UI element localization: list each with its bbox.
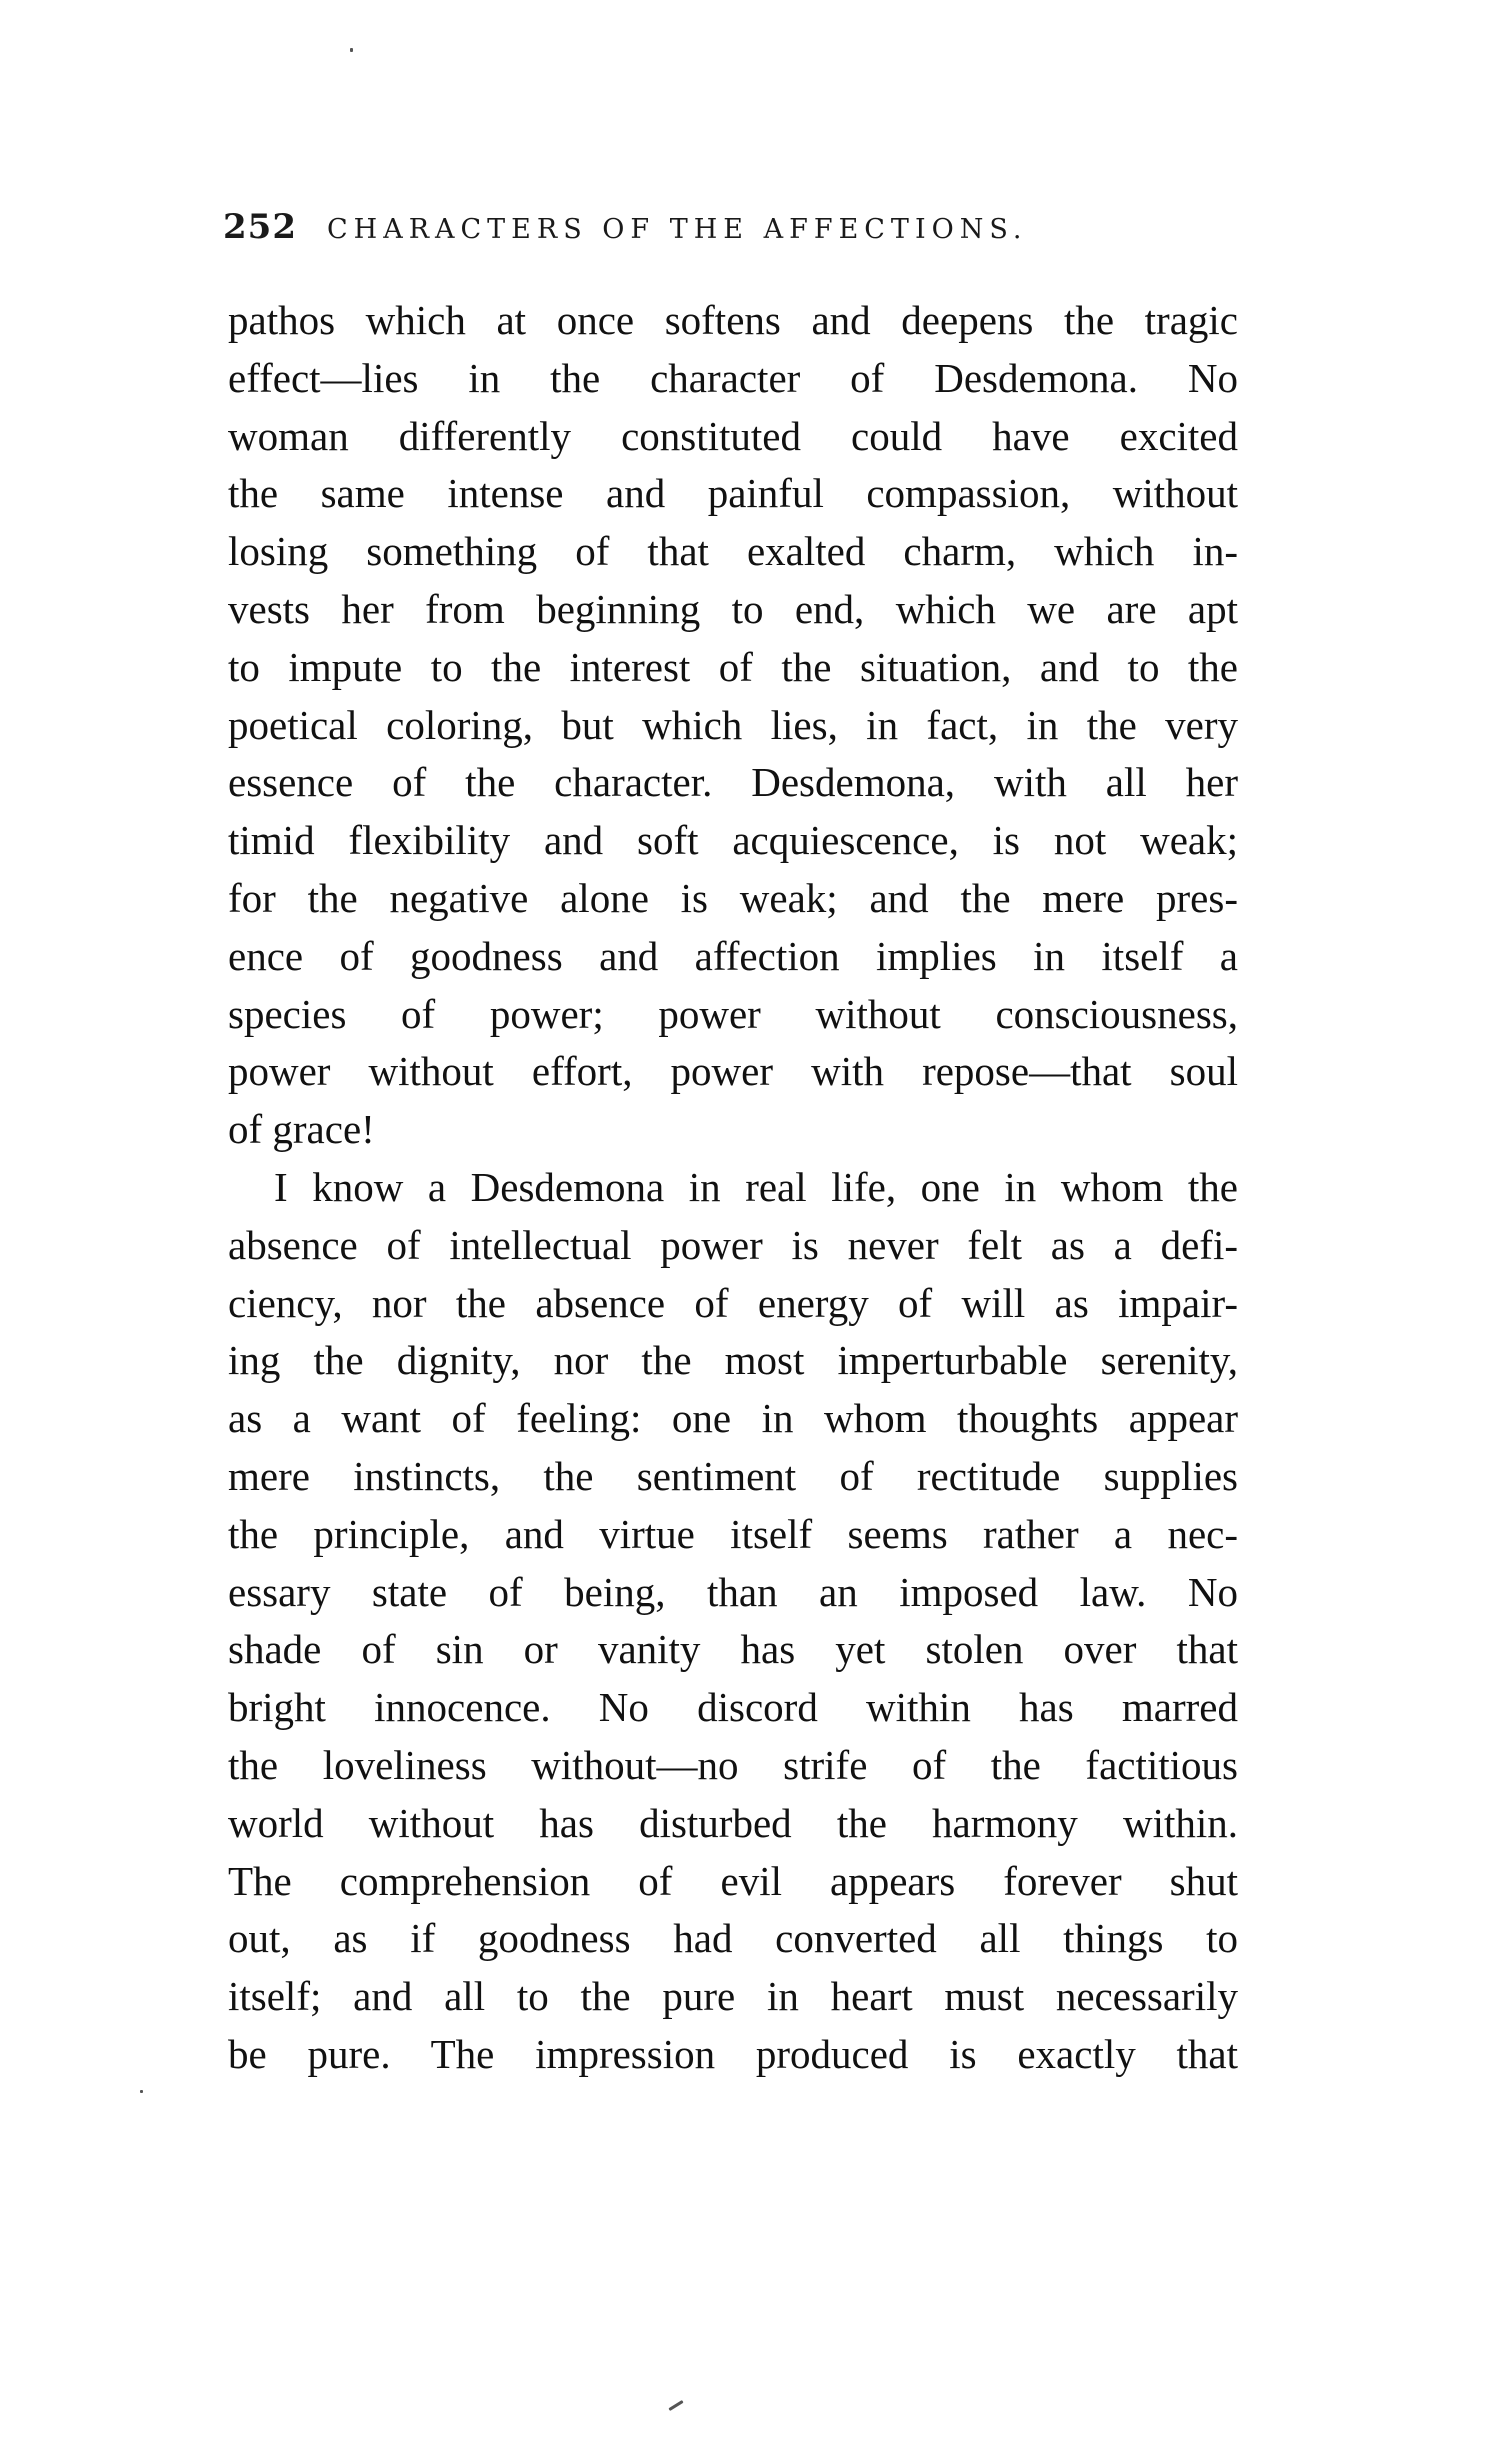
text-line: ciency, nor the absence of energy of will as impair- (228, 1279, 1238, 1326)
text-line: woman differently constituted could have excited (228, 412, 1238, 459)
text-line: essence of the character. Desdemona, with all her (228, 759, 1238, 806)
text-line: absence of intellectual power is never felt as a defi- (228, 1221, 1238, 1268)
text-line: poetical coloring, but which lies, in fact, in the very (228, 701, 1238, 748)
text-line: bright innocence. No discord within has marred (228, 1684, 1238, 1731)
text-line: timid flexibility and soft acquiescence, is not weak; (228, 817, 1238, 864)
text-line: the same intense and painful compassion, without (228, 470, 1238, 517)
scan-speck (668, 2400, 683, 2411)
text-line: as a want of feeling: one in whom thoughts appear (228, 1395, 1238, 1442)
text-line: the principle, and virtue itself seems rather a nec- (228, 1510, 1238, 1557)
paragraph-2 (228, 1159, 1238, 2084)
text-line: ing the dignity, nor the most imperturbable serenity, (228, 1337, 1238, 1384)
text-line: of grace! (228, 1106, 375, 1153)
text-line: world without has disturbed the harmony within. (228, 1799, 1238, 1846)
text-line: for the negative alone is weak; and the mere pres- (228, 874, 1238, 921)
text-line: pathos which at once softens and deepens the tragic (228, 297, 1238, 343)
text-line: effect—lies in the character of Desdemona. No (228, 354, 1238, 401)
paragraph-1 (228, 292, 1238, 1159)
page-number: 252 (223, 207, 297, 247)
text-line: power without effort, power with repose—that soul (228, 1048, 1238, 1095)
running-head: CHARACTERS OF THE AFFECTIONS. (326, 214, 1028, 245)
text-line: be pure. The impression produced is exactly that (228, 2030, 1238, 2077)
text-line: the loveliness without—no strife of the factitious (228, 1741, 1238, 1788)
text-line: The comprehension of evil appears forever shut (228, 1857, 1238, 1904)
text-line: to impute to the interest of the situation, and to the (228, 643, 1238, 690)
scan-speck (140, 2090, 143, 2093)
text-line: species of power; power without consciousness, (228, 990, 1238, 1037)
text-line: out, as if goodness had converted all things to (228, 1915, 1238, 1962)
body-text (228, 292, 1238, 2084)
text-line: essary state of being, than an imposed law. No (228, 1568, 1238, 1615)
text-line: vests her from beginning to end, which we are apt (228, 585, 1238, 632)
page-header (223, 207, 1103, 255)
text-line: ence of goodness and affection implies in itself a (228, 932, 1238, 979)
text-line: shade of sin or vanity has yet stolen over that (228, 1626, 1238, 1673)
text-line: itself; and all to the pure in heart must necessarily (228, 1973, 1238, 2020)
text-line: losing something of that exalted charm, which in- (228, 528, 1238, 575)
text-line: mere instincts, the sentiment of rectitude supplies (228, 1452, 1238, 1499)
scan-speck (350, 48, 353, 52)
text-line: I know a Desdemona in real life, one in whom the (274, 1163, 1238, 1210)
